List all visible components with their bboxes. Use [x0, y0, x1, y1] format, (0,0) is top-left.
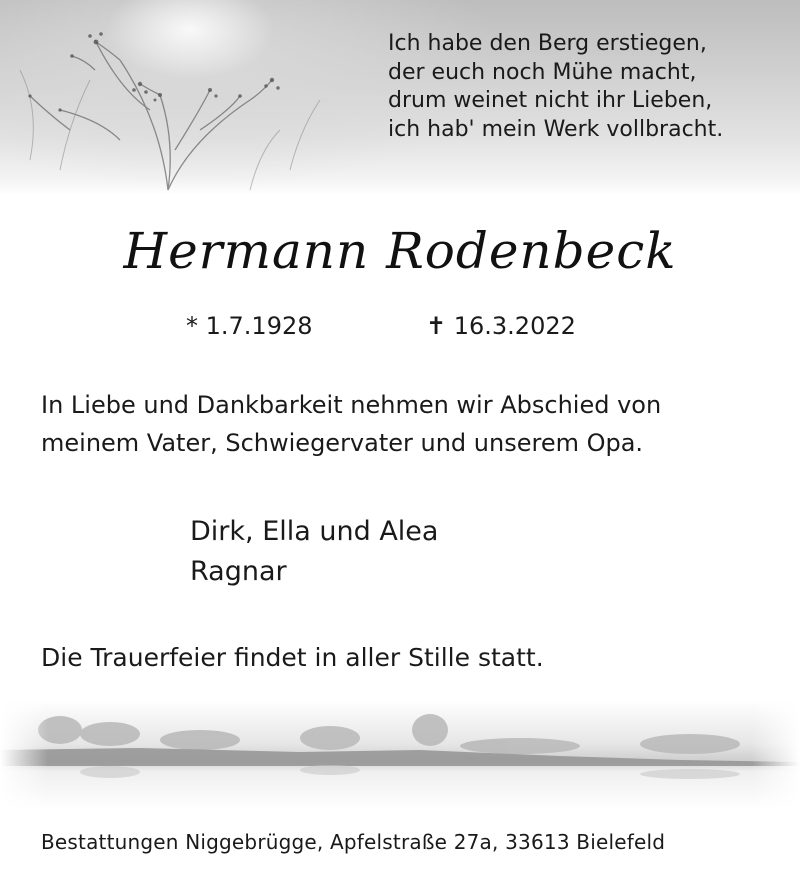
funeral-home-footer: Bestattungen Niggebrügge, Apfelstraße 27a, 33613 Bielefeld [41, 830, 666, 854]
death-date: ✝ 16.3.2022 [426, 312, 576, 340]
poem-line: ich hab' mein Werk vollbracht. [388, 116, 724, 142]
poem-line: Ich habe den Berg erstiegen, [388, 31, 707, 56]
lake-landscape-drawing [0, 700, 800, 810]
mourner-line: Dirk, Ella und Alea [190, 516, 439, 547]
misty-lake-photo [0, 700, 800, 810]
farewell-message [41, 386, 761, 462]
poem-line: drum weinet nicht ihr Lieben, [388, 88, 713, 113]
dried-grass-photo [0, 0, 800, 196]
birth-date: * 1.7.1928 [186, 312, 313, 340]
deceased-name: Hermann Rodenbeck [123, 222, 677, 280]
message-line: In Liebe und Dankbarkeit nehmen wir Abschied von [41, 391, 662, 419]
mourners-list [190, 512, 438, 592]
poem [388, 30, 768, 144]
mourner-line: Ragnar [190, 556, 287, 587]
poem-line: der euch noch Mühe macht, [388, 59, 697, 85]
funeral-note: Die Trauerfeier findet in aller Stille statt. [41, 643, 544, 672]
message-line: meinem Vater, Schwiegervater und unserem Opa. [41, 429, 644, 457]
